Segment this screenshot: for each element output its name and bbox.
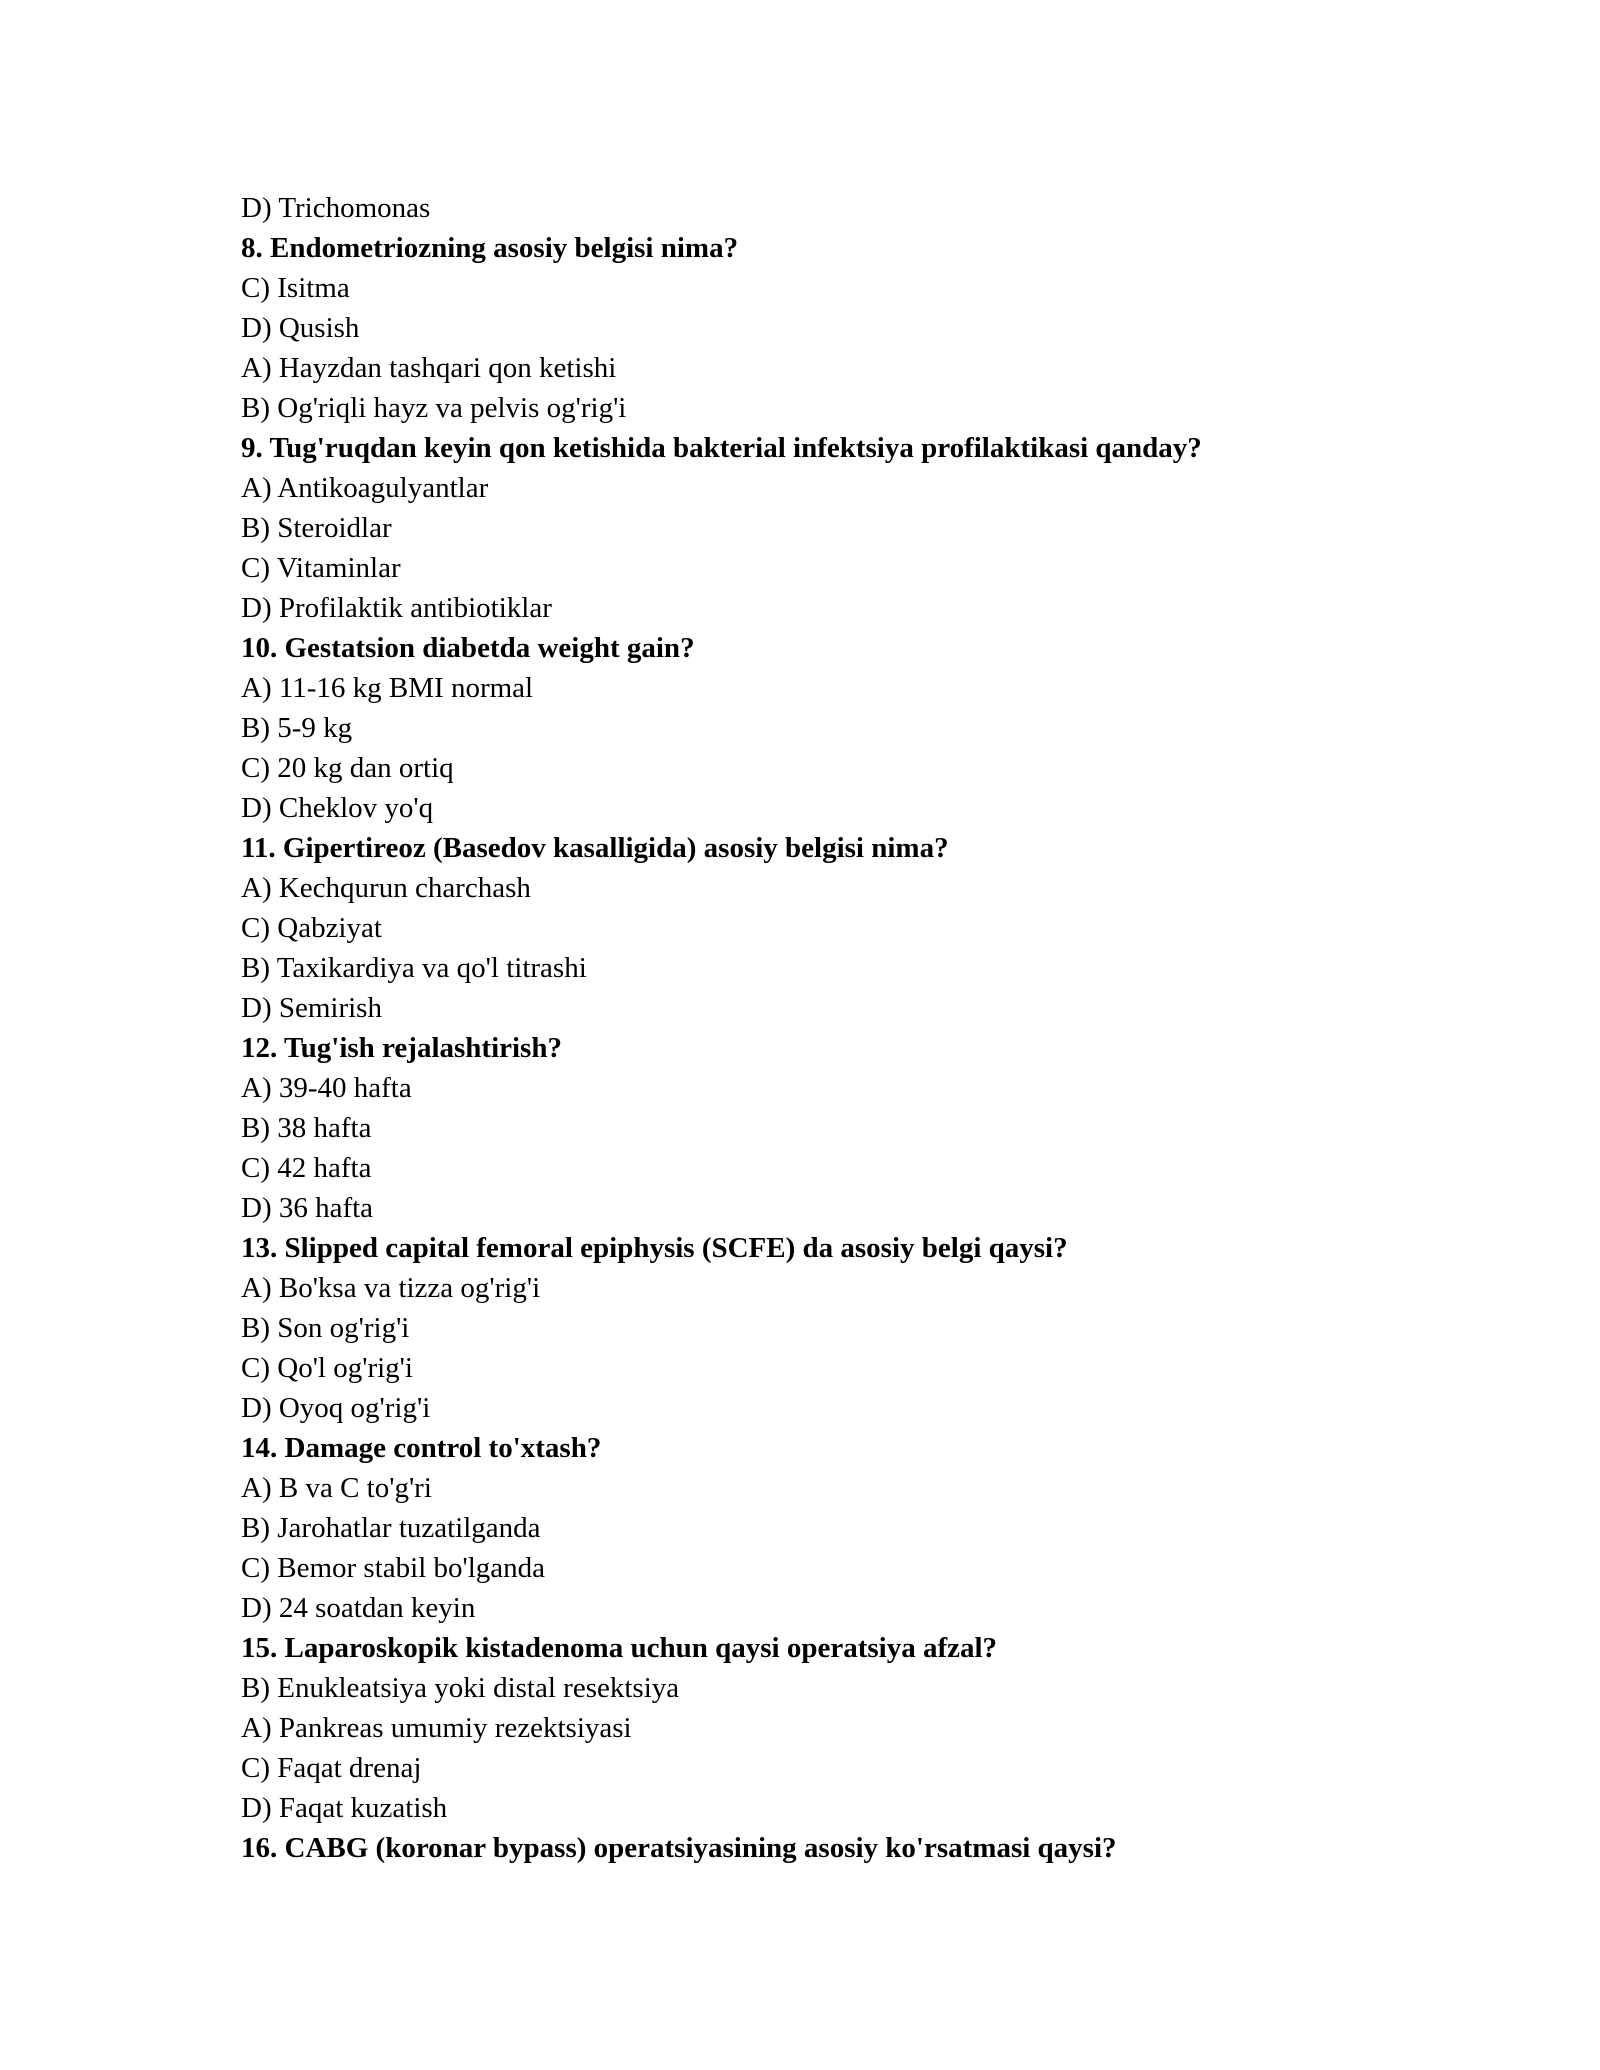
answer-option: A) Kechqurun charchash	[241, 872, 531, 904]
answer-option: D) Faqat kuzatish	[241, 1792, 448, 1824]
answer-option: D) Qusish	[241, 312, 360, 344]
answer-option: A) Pankreas umumiy rezektsiyasi	[241, 1712, 632, 1744]
answer-option: B) Og'riqli hayz va pelvis og'rig'i	[241, 392, 627, 424]
quiz-content	[241, 188, 1391, 1868]
answer-option: D) Semirish	[241, 992, 382, 1024]
answer-option: A) Antikoagulyantlar	[241, 472, 489, 504]
answer-option: B) 38 hafta	[241, 1112, 372, 1144]
answer-option: C) 42 hafta	[241, 1152, 372, 1184]
answer-option: A) 39-40 hafta	[241, 1072, 412, 1104]
answer-option: C) Vitaminlar	[241, 552, 401, 584]
question-text: 8. Endometriozning asosiy belgisi nima?	[241, 232, 739, 264]
answer-option: D) 24 soatdan keyin	[241, 1592, 476, 1624]
answer-option: D) Cheklov yo'q	[241, 792, 434, 824]
answer-option: B) Steroidlar	[241, 512, 392, 544]
answer-option: D) Oyoq og'rig'i	[241, 1392, 431, 1424]
question-text: 12. Tug'ish rejalashtirish?	[241, 1032, 562, 1064]
answer-option: C) Faqat drenaj	[241, 1752, 422, 1784]
question-text: 11. Gipertireoz (Basedov kasalligida) asosiy belgisi nima?	[241, 832, 949, 864]
question-text: 10. Gestatsion diabetda weight gain?	[241, 632, 695, 664]
question-text: 16. CABG (koronar bypass) operatsiyasining asosiy ko'rsatmasi qaysi?	[241, 1832, 1117, 1864]
answer-option: C) Qo'l og'rig'i	[241, 1352, 413, 1384]
answer-option: A) Hayzdan tashqari qon ketishi	[241, 352, 617, 384]
question-text: 9. Tug'ruqdan keyin qon ketishida bakterial infektsiya profilaktikasi qanday?	[241, 432, 1202, 464]
answer-option: C) 20 kg dan ortiq	[241, 752, 454, 784]
answer-option: B) Enukleatsiya yoki distal resektsiya	[241, 1672, 680, 1704]
answer-option: B) 5-9 kg	[241, 712, 353, 744]
answer-option: C) Qabziyat	[241, 912, 382, 944]
answer-option: D) Trichomonas	[241, 192, 431, 224]
answer-option: A) B va C to'g'ri	[241, 1472, 432, 1504]
answer-option: B) Jarohatlar tuzatilganda	[241, 1512, 541, 1544]
question-text: 13. Slipped capital femoral epiphysis (SCFE) da asosiy belgi qaysi?	[241, 1232, 1068, 1264]
answer-option: D) Profilaktik antibiotiklar	[241, 592, 552, 624]
question-text: 15. Laparoskopik kistadenoma uchun qaysi operatsiya afzal?	[241, 1632, 998, 1664]
answer-option: D) 36 hafta	[241, 1192, 374, 1224]
answer-option: B) Taxikardiya va qo'l titrashi	[241, 952, 587, 984]
answer-option: C) Bemor stabil bo'lganda	[241, 1552, 546, 1584]
answer-option: B) Son og'rig'i	[241, 1312, 410, 1344]
answer-option: A) Bo'ksa va tizza og'rig'i	[241, 1272, 541, 1304]
question-text: 14. Damage control to'xtash?	[241, 1432, 602, 1464]
answer-option: A) 11-16 kg BMI normal	[241, 672, 534, 704]
answer-option: C) Isitma	[241, 272, 350, 304]
